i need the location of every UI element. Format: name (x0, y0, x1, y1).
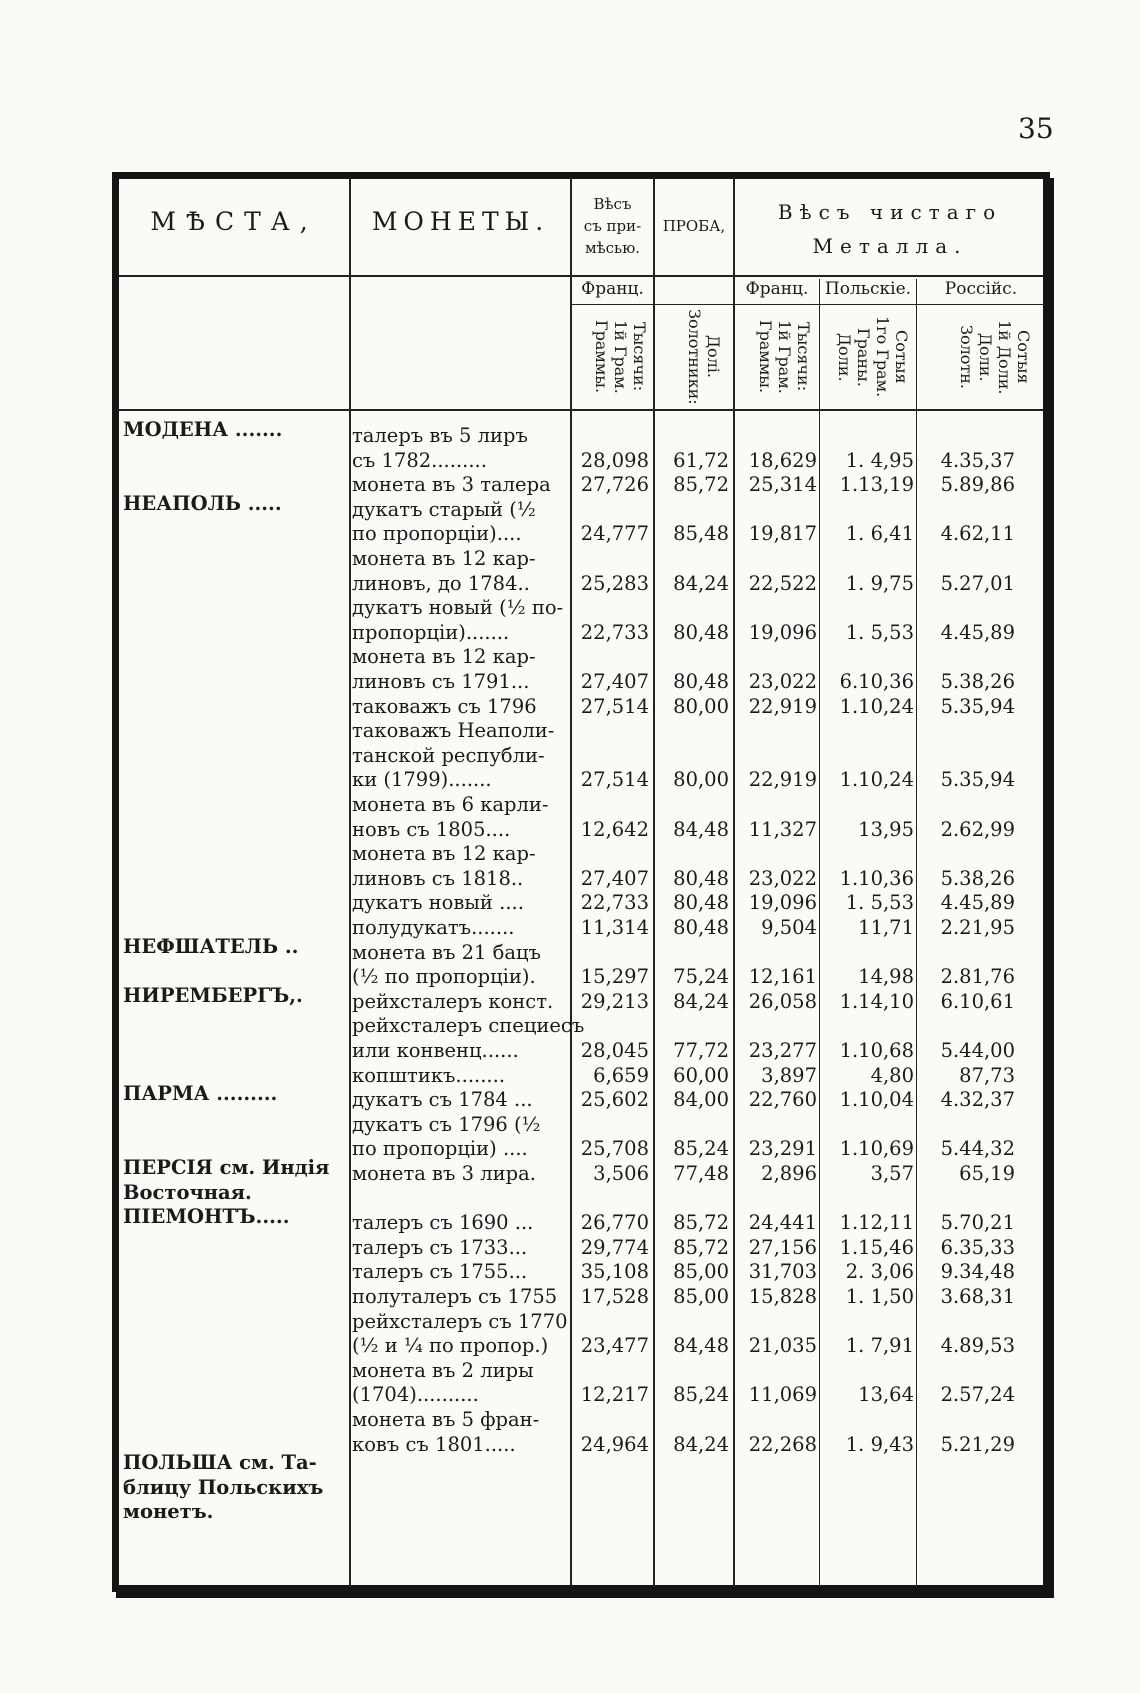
coin-cell: по пропорціи).... (352, 522, 522, 546)
coin-cell: дукатъ новый (½ по- (352, 596, 564, 620)
fineness-cell: 80,48 (673, 866, 729, 890)
polish-cell: 1.14,10 (839, 989, 914, 1013)
rot-polish-units: Сотыя 1го Грам. Граны. Доли. (835, 316, 911, 398)
coin-cell: рейхсталеръ специесъ (352, 1014, 585, 1038)
polish-cell: 1.10,68 (839, 1039, 914, 1062)
polish-cell: 13,95 (858, 817, 914, 841)
coin-cell: талеръ съ 1755... (352, 1260, 528, 1284)
polish-cell: 14,98 (858, 965, 914, 989)
franc-cell: 18,629 (748, 448, 817, 472)
franc-cell: 27,156 (748, 1235, 817, 1259)
franc-cell: 23,022 (748, 670, 817, 693)
coin-cell: монета въ 21 бацъ (352, 940, 541, 964)
place-text: МОДЕНА ....... (123, 418, 283, 441)
subheader-line (570, 304, 1043, 305)
polish-cell: 4,80 (870, 1063, 914, 1087)
header-rule (119, 409, 1043, 411)
coin-cell: монета въ 2 лиры (352, 1358, 534, 1382)
franc-cell: 22,760 (748, 1088, 817, 1112)
table-row (119, 1383, 1043, 1407)
russian-cell: 4.45,89 (940, 891, 1015, 915)
coin-cell: талеръ съ 1733... (352, 1235, 528, 1259)
polish-cell: 1. 1,50 (845, 1285, 914, 1308)
header-places: МѢСТА, (150, 207, 318, 236)
russian-cell: 5.38,26 (940, 670, 1015, 693)
header-weight-alloy-line1: Вѣсъ (593, 195, 632, 213)
coin-cell: или конвенц...... (352, 1039, 519, 1062)
header-pure-weight (735, 195, 1045, 263)
polish-cell: 1. 5,53 (845, 891, 914, 915)
table-row (119, 449, 1043, 473)
russian-cell: 4.32,37 (940, 1088, 1015, 1112)
coin-cell: монета въ 12 кар- (352, 547, 536, 570)
weight-cell: 24,777 (580, 522, 649, 546)
franc-cell: 23,022 (748, 866, 817, 890)
coin-cell: дукатъ съ 1784 ... (352, 1088, 533, 1112)
coin-cell: дукатъ старый (½ (352, 497, 536, 521)
russian-cell: 65,19 (959, 1162, 1015, 1185)
fineness-cell: 75,24 (673, 965, 729, 989)
weight-cell: 29,774 (580, 1235, 649, 1259)
polish-cell: 2. 3,06 (845, 1260, 914, 1284)
coin-cell: линовъ съ 1791... (352, 670, 530, 693)
polish-cell: 1.12,11 (839, 1211, 914, 1235)
fineness-cell: 80,00 (673, 694, 729, 718)
weight-cell: 25,708 (580, 1137, 649, 1161)
franc-cell: 22,919 (748, 694, 817, 718)
fineness-cell: 84,48 (673, 1334, 729, 1358)
subheader-russian: Россійс. (944, 279, 1018, 299)
polish-cell: 1.10,69 (839, 1137, 914, 1161)
polish-cell: 1.10,36 (839, 866, 914, 890)
polish-cell: 1.10,24 (839, 694, 914, 718)
weight-cell: 27,726 (580, 473, 649, 497)
franc-cell: 19,817 (748, 522, 817, 546)
polish-cell: 1. 5,53 (845, 620, 914, 644)
fineness-cell: 84,24 (673, 989, 729, 1013)
coin-cell: талеръ въ 5 лиръ (352, 424, 528, 447)
table-row (119, 1039, 1043, 1063)
russian-cell: 6.10,61 (940, 989, 1015, 1013)
fineness-cell: 77,72 (673, 1039, 729, 1062)
franc-cell: 31,703 (748, 1260, 817, 1284)
fineness-cell: 80,48 (673, 670, 729, 693)
weight-cell: 15,297 (580, 965, 649, 989)
polish-cell: 1. 6,41 (845, 522, 914, 546)
table-row (119, 572, 1043, 596)
franc-cell: 19,096 (748, 620, 817, 644)
weight-cell: 27,407 (580, 670, 649, 693)
coin-cell: таковажъ съ 1796 (352, 694, 537, 718)
table-row (119, 793, 1043, 817)
fineness-cell: 84,24 (673, 1432, 729, 1456)
coin-cell: монета въ 5 фран- (352, 1408, 540, 1431)
coin-cell: монета въ 12 кар- (352, 842, 536, 866)
table-row (119, 547, 1043, 571)
franc-cell: 12,161 (748, 965, 817, 989)
fineness-cell: 85,72 (673, 1211, 729, 1235)
coin-cell: (1704).......... (352, 1383, 479, 1407)
place-text: блицу Польскихъ (123, 1475, 324, 1499)
weight-cell: 22,733 (580, 620, 649, 644)
table-row (119, 818, 1043, 842)
header-coins: МОНЕТЫ. (371, 207, 550, 236)
coin-cell: новъ съ 1805.... (352, 817, 511, 841)
place-text: ПОЛЬША см. Та- (123, 1451, 317, 1475)
weight-cell: 27,407 (580, 866, 649, 890)
table-row (119, 719, 1043, 743)
place-text: ПІЕМОНТЪ..... (123, 1205, 290, 1229)
weight-cell: 27,514 (580, 694, 649, 718)
russian-cell: 5.70,21 (940, 1211, 1015, 1235)
russian-cell: 5.21,29 (940, 1432, 1015, 1456)
fineness-cell: 85,00 (673, 1285, 729, 1308)
table-row (119, 1285, 1043, 1309)
table-row (119, 842, 1043, 866)
table-row (119, 1014, 1043, 1038)
coin-cell: дукатъ новый .... (352, 891, 524, 915)
table-row (119, 891, 1043, 915)
franc-cell: 22,268 (748, 1432, 817, 1456)
table-row (119, 621, 1043, 645)
weight-cell: 25,602 (580, 1088, 649, 1112)
weight-cell: 17,528 (580, 1285, 649, 1308)
header-weight-alloy (572, 193, 653, 259)
franc-cell: 21,035 (748, 1334, 817, 1358)
franc-cell: 22,919 (748, 768, 817, 792)
russian-cell: 87,73 (959, 1063, 1015, 1087)
coin-cell: ковъ съ 1801..... (352, 1432, 516, 1456)
fineness-cell: 85,48 (673, 522, 729, 546)
header-bottom-line (119, 275, 1043, 277)
franc-cell: 23,291 (748, 1137, 817, 1161)
fineness-cell: 84,00 (673, 1088, 729, 1112)
franc-cell: 22,522 (748, 571, 817, 595)
polish-cell: 1.13,19 (839, 473, 914, 497)
table-row (119, 522, 1043, 546)
russian-cell: 2.81,76 (940, 965, 1015, 989)
coin-cell: рейхсталеръ съ 1770 (352, 1309, 568, 1333)
table-row (119, 1408, 1043, 1432)
subheader-franc-2: Франц. (745, 279, 809, 299)
russian-cell: 5.35,94 (940, 768, 1015, 792)
weight-cell: 28,098 (580, 448, 649, 472)
franc-cell: 19,096 (748, 891, 817, 915)
coin-cell: таковажъ Неаполи- (352, 719, 555, 743)
fineness-cell: 85,24 (673, 1137, 729, 1161)
coin-cell: ки (1799)....... (352, 768, 492, 792)
coin-cell: (½ и ¼ по пропор.) (352, 1334, 549, 1358)
weight-cell: 12,217 (580, 1383, 649, 1407)
russian-cell: 4.89,53 (940, 1334, 1015, 1358)
table-row (119, 1236, 1043, 1260)
place-label (119, 1181, 1043, 1205)
fineness-cell: 80,48 (673, 620, 729, 644)
weight-cell: 23,477 (580, 1334, 649, 1358)
table-row (119, 1334, 1043, 1358)
franc-cell: 2,896 (761, 1162, 817, 1185)
russian-cell: 5.35,94 (940, 694, 1015, 718)
rot-weight-units: Тысячи: 1й Грам. Граммы. (592, 320, 649, 394)
place-label (119, 1476, 1043, 1500)
russian-cell: 6.35,33 (940, 1235, 1015, 1259)
fineness-cell: 85,00 (673, 1260, 729, 1284)
polish-cell: 11,71 (858, 916, 914, 939)
header-weight-alloy-line3: мѣсью. (584, 239, 641, 257)
russian-cell: 5.89,86 (940, 473, 1015, 497)
weight-cell: 28,045 (580, 1039, 649, 1062)
place-text: Восточная. (123, 1180, 252, 1204)
fineness-cell: 85,72 (673, 1235, 729, 1259)
fineness-cell: 77,48 (673, 1162, 729, 1185)
coin-cell: пропорціи)....... (352, 620, 510, 644)
russian-cell: 9.34,48 (940, 1260, 1015, 1284)
franc-cell: 25,314 (748, 473, 817, 497)
fineness-cell: 80,48 (673, 916, 729, 939)
weight-cell: 3,506 (593, 1162, 649, 1185)
place-text: ПЕРСІЯ см. Индія (123, 1156, 330, 1179)
place-label (119, 1451, 1043, 1475)
place-label (119, 1500, 1043, 1524)
russian-cell: 4.45,89 (940, 620, 1015, 644)
weight-cell: 27,514 (580, 768, 649, 792)
polish-cell: 3,57 (870, 1162, 914, 1185)
polish-cell: 1. 4,95 (845, 448, 914, 472)
russian-cell: 4.62,11 (940, 522, 1015, 546)
russian-cell: 2.62,99 (940, 817, 1015, 841)
place-label (119, 984, 1043, 1008)
coin-cell: линовъ, до 1784.. (352, 571, 530, 595)
russian-cell: 5.27,01 (940, 571, 1015, 595)
table-row (119, 670, 1043, 694)
weight-cell: 22,733 (580, 891, 649, 915)
coin-cell: по пропорціи) .... (352, 1137, 528, 1161)
russian-cell: 4.35,37 (940, 448, 1015, 472)
header-pure-weight-line2: Металла. (812, 234, 968, 258)
coin-cell: полудукатъ....... (352, 916, 515, 939)
coin-cell: монета въ 3 талера (352, 473, 551, 497)
place-label (119, 1082, 1043, 1106)
polish-cell: 1. 7,91 (845, 1334, 914, 1358)
coin-cell: (½ по пропорціи). (352, 965, 536, 989)
table-row (119, 867, 1043, 891)
rot-russian-units: Сотыя 1й Доли. Доли. Золотн. (957, 319, 1033, 395)
table-row (119, 1260, 1043, 1284)
coin-cell: монета въ 6 карли- (352, 793, 549, 816)
table-row (119, 1359, 1043, 1383)
russian-cell: 3.68,31 (940, 1285, 1015, 1308)
page-number: 35 (1018, 112, 1054, 145)
table-row (119, 744, 1043, 768)
place-text: ПАРМА ......... (123, 1082, 278, 1106)
weight-cell: 11,314 (580, 916, 649, 939)
place-label (119, 935, 1043, 959)
coin-cell: полуталеръ съ 1755 (352, 1285, 558, 1308)
table-row (119, 1310, 1043, 1334)
table-row (119, 596, 1043, 620)
franc-cell: 11,327 (748, 817, 817, 841)
place-text: НИРЕМБЕРГЪ,. (123, 983, 303, 1007)
franc-cell: 24,441 (748, 1211, 817, 1235)
russian-cell: 5.44,32 (940, 1137, 1015, 1161)
coin-cell: линовъ съ 1818.. (352, 866, 524, 890)
weight-cell: 29,213 (580, 989, 649, 1013)
coin-cell: рейхсталеръ конст. (352, 989, 554, 1013)
fineness-cell: 61,72 (673, 448, 729, 472)
russian-cell: 2.21,95 (940, 916, 1015, 939)
fineness-cell: 60,00 (673, 1063, 729, 1087)
coin-cell: монета въ 3 лира. (352, 1162, 536, 1185)
franc-cell: 9,504 (761, 916, 817, 939)
fineness-cell: 84,48 (673, 817, 729, 841)
subheader-polish: Польскіе. (824, 279, 912, 299)
place-label (119, 492, 1043, 516)
polish-cell: 1.10,24 (839, 768, 914, 792)
weight-cell: 12,642 (580, 817, 649, 841)
table-row (119, 695, 1043, 719)
fineness-cell: 80,48 (673, 891, 729, 915)
polish-cell: 1.10,04 (839, 1088, 914, 1112)
table-row (119, 1113, 1043, 1137)
coin-cell: копштикъ........ (352, 1063, 506, 1087)
place-label (119, 418, 1043, 442)
place-text: монетъ. (123, 1500, 214, 1524)
coin-cell: монета въ 12 кар- (352, 645, 536, 669)
fineness-cell: 84,24 (673, 571, 729, 595)
place-text: НЕФШАТЕЛЬ .. (123, 934, 299, 958)
coin-cell: съ 1782......... (352, 448, 487, 472)
coin-cell: танской республи- (352, 743, 545, 767)
franc-cell: 26,058 (748, 989, 817, 1013)
rot-fineness-units: Долі. Золотники: (685, 309, 723, 405)
russian-cell: 5.44,00 (940, 1039, 1015, 1062)
franc-cell: 23,277 (748, 1039, 817, 1062)
weight-cell: 25,283 (580, 571, 649, 595)
weight-cell: 35,108 (580, 1260, 649, 1284)
polish-cell: 6.10,36 (839, 670, 914, 693)
russian-cell: 2.57,24 (940, 1383, 1015, 1407)
weight-cell: 6,659 (593, 1063, 649, 1087)
polish-cell: 13,64 (858, 1383, 914, 1407)
place-text: НЕАПОЛЬ ..... (123, 491, 282, 515)
place-label (119, 1205, 1043, 1229)
subheader-franc-1: Франц. (581, 279, 644, 299)
russian-cell: 5.38,26 (940, 866, 1015, 890)
polish-cell: 1.15,46 (839, 1235, 914, 1259)
franc-cell: 15,828 (748, 1285, 817, 1308)
fineness-cell: 85,24 (673, 1383, 729, 1407)
place-label (119, 1156, 1043, 1180)
table-row (119, 768, 1043, 792)
header-pure-weight-line1: Вѣсъ чистаго (777, 200, 1003, 224)
franc-cell: 11,069 (748, 1383, 817, 1407)
weight-cell: 24,964 (580, 1432, 649, 1456)
franc-cell: 3,897 (761, 1063, 817, 1087)
polish-cell: 1. 9,75 (845, 571, 914, 595)
fineness-cell: 80,00 (673, 768, 729, 792)
fineness-cell: 85,72 (673, 473, 729, 497)
weight-cell: 26,770 (580, 1211, 649, 1235)
header-fineness: ПРОБА, (662, 217, 726, 235)
rot-franc-units: Тысячи: 1й Грам. Граммы. (756, 320, 813, 394)
coin-table (112, 172, 1050, 1592)
table-row (119, 645, 1043, 669)
coin-cell: талеръ съ 1690 ... (352, 1211, 534, 1235)
polish-cell: 1. 9,43 (845, 1432, 914, 1456)
header-weight-alloy-line2: съ при- (583, 217, 642, 235)
coin-cell: дукатъ съ 1796 (½ (352, 1112, 541, 1136)
